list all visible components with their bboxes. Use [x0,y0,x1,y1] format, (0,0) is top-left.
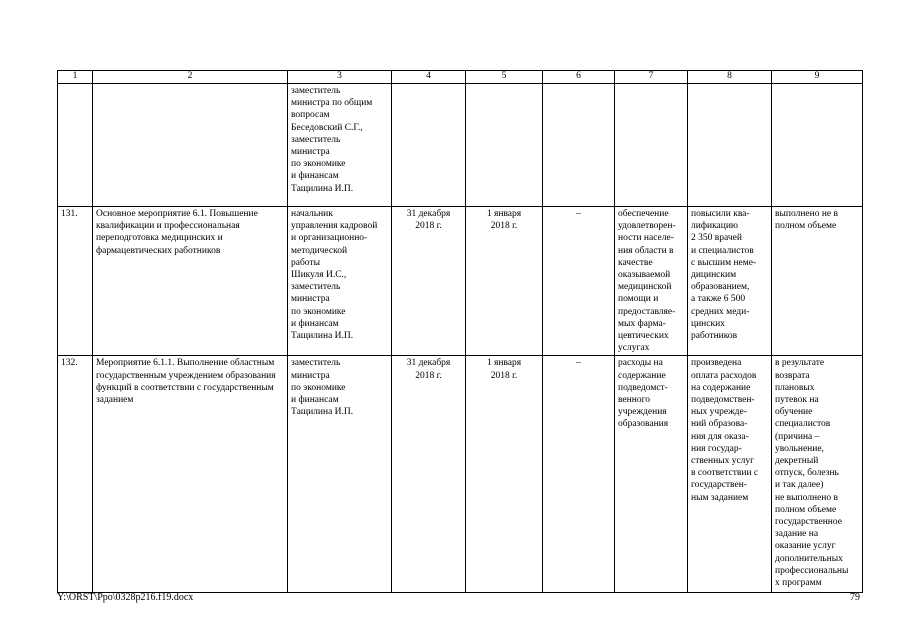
start-date-cell: 1 января 2018 г. [466,356,543,593]
start-date-cell [466,84,543,207]
column-number: 3 [288,71,392,84]
result-cell: повысили ква- лификацию 2 350 врачей и специалистов с высшим неме- дицинским образованием, а также 6 500 средних меди- цинских работников [688,207,772,356]
col6-cell: – [543,356,615,593]
column-number: 5 [466,71,543,84]
status-cell: выполнено не в полном объеме [772,207,863,356]
row-number-cell: 132. [58,356,93,593]
page-number: 79 [850,592,860,603]
column-number: 7 [615,71,688,84]
col6-cell: – [543,207,615,356]
document-table [57,70,863,593]
column-number: 4 [392,71,466,84]
goal-cell: расходы на содержание подведомст- венного учреждения образования [615,356,688,593]
responsible-cell: начальник управления кадровой и организационно- методической работы Шикуля И.С., заместитель министра по экономике и финансам Тащилина И.П. [288,207,392,356]
status-cell [772,84,863,207]
column-number: 6 [543,71,615,84]
event-cell: Основное мероприятие 6.1. Повышение квалификации и профессиональная переподготовка медицинских и фармацевтических работников [93,207,288,356]
column-number: 8 [688,71,772,84]
column-number: 2 [93,71,288,84]
status-cell: в результате возврата плановых путевок на обучение специалистов (причина – увольнение, декретный отпуск, болезнь и так далее) не выполнено в полном объеме государственное задание на оказание услуг дополнительных профессиональны х программ [772,356,863,593]
row-number-cell [58,84,93,207]
event-cell [93,84,288,207]
column-number: 1 [58,71,93,84]
column-number: 9 [772,71,863,84]
result-cell [688,84,772,207]
responsible-cell: заместитель министра по общим вопросам Беседовский С.Г., заместитель министра по экономике и финансам Тащилина И.П. [288,84,392,207]
responsible-cell: заместитель министра по экономике и финансам Тащилина И.П. [288,356,392,593]
table-row [58,84,863,207]
table-row [58,207,863,356]
goal-cell: обеспечение удовлетворен- ности населе- ния области в качестве оказываемой медицинской помощи и предоставляе- мых фарма- цевтических услугах [615,207,688,356]
end-date-cell: 31 декабря 2018 г. [392,356,466,593]
event-cell: Мероприятие 6.1.1. Выполнение областным государственным учреждением образования функций в соответствии с государственным заданием [93,356,288,593]
col6-cell [543,84,615,207]
row-number-cell: 131. [58,207,93,356]
file-path-footer: Y:\ORST\Ppo\0328p216.f19.docx [57,592,194,603]
result-cell: произведена оплата расходов на содержание подведомствен- ных учрежде- ний образова- ния для оказа- ния государ- ственных услуг в соответствии с государствен- ным заданием [688,356,772,593]
end-date-cell [392,84,466,207]
end-date-cell: 31 декабря 2018 г. [392,207,466,356]
goal-cell [615,84,688,207]
start-date-cell: 1 января 2018 г. [466,207,543,356]
table-row [58,356,863,593]
column-number-row [58,71,863,84]
